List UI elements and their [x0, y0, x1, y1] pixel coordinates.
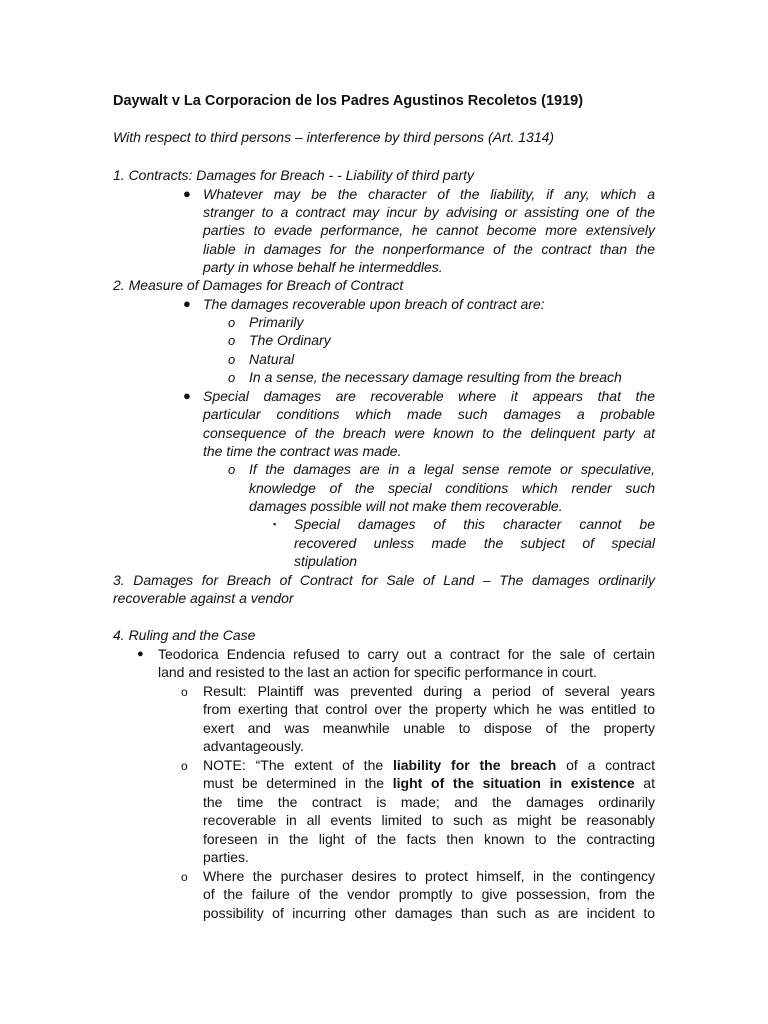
bullet-icon: ● — [183, 296, 191, 311]
text-line: Result: Plaintiff was prevented during a period of several years — [203, 683, 655, 699]
bullet-icon: ● — [183, 186, 191, 201]
section-2-heading: 2. Measure of Damages for Breach of Contract — [113, 277, 404, 293]
circle-bullet-icon: o — [228, 370, 236, 385]
text-line: Teodorica Endencia refused to carry out a contract for the sale of certain — [158, 646, 655, 662]
section-3-heading: 3. Damages for Breach of Contract for Sale of Land – The damages ordinarily — [113, 572, 655, 588]
bullet-icon: ● — [183, 388, 191, 403]
text-line: stranger to a contract may incur by advising or assisting one of the — [203, 204, 655, 220]
page-title: Daywalt v La Corporacion de los Padres Agustinos Recoletos (1919) — [113, 93, 584, 109]
note-line: must be determined in the light of the situation in existence at — [203, 775, 655, 791]
square-bullet-icon: ▪ — [273, 519, 277, 529]
text-line: consequence of the breach were known to the delinquent party at — [203, 425, 655, 441]
section-1-heading: 1. Contracts: Damages for Breach - - Liability of third party — [113, 167, 475, 183]
circle-bullet-icon: o — [181, 870, 188, 884]
text-line: Special damages of this character cannot be — [294, 516, 655, 532]
circle-bullet-icon: o — [228, 315, 236, 330]
section-4-heading: 4. Ruling and the Case — [113, 627, 256, 643]
text-line: party in whose behalf he intermeddles. — [203, 259, 443, 275]
text-line: recoverable in all events limited to such as might be reasonably — [203, 812, 655, 828]
text-line: The damages recoverable upon breach of contract are: — [203, 296, 545, 312]
circle-bullet-icon: o — [228, 352, 236, 367]
text-line: recovered unless made the subject of special — [294, 535, 655, 551]
text-line: damages possible will not make them recoverable. — [249, 498, 563, 514]
text-line: Where the purchaser desires to protect himself, in the contingency — [203, 868, 655, 884]
text-line: particular conditions which made such damages a probable — [203, 406, 655, 422]
list-item: Primarily — [249, 314, 304, 330]
text-line: of the failure of the vendor promptly to give possession, from the — [203, 886, 655, 902]
text-line: the time the contract was made. — [203, 443, 402, 459]
text-line: Special damages are recoverable where it appears that the — [203, 388, 655, 404]
circle-bullet-icon: o — [228, 462, 236, 477]
text-line: foreseen in the light of the facts then known to the contracting — [203, 831, 655, 847]
text-line: recoverable against a vendor — [113, 590, 294, 606]
circle-bullet-icon: o — [181, 685, 188, 699]
bullet-icon: ● — [137, 648, 144, 660]
text-line: possibility of incurring other damages than such as are incident to — [203, 905, 655, 921]
text-line: liable in damages for the nonperformance of the contract than the — [203, 241, 655, 257]
text-line: the time the contract is made; and the damages ordinarily — [203, 794, 655, 810]
text-line: If the damages are in a legal sense remote or speculative, — [249, 461, 655, 477]
text-line: parties to evade performance, he cannot become more extensively — [203, 222, 655, 238]
text-line: parties. — [203, 849, 249, 865]
list-item: In a sense, the necessary damage resulting from the breach — [249, 369, 622, 385]
text-line: knowledge of the special conditions which render such — [249, 480, 655, 496]
text-line: advantageously. — [203, 738, 304, 754]
circle-bullet-icon: o — [181, 759, 188, 773]
list-item: Natural — [249, 351, 295, 367]
text-line: Whatever may be the character of the liability, if any, which a — [203, 186, 655, 202]
text-line: exert and was meanwhile unable to dispose of the property — [203, 720, 655, 736]
text-line: land and resisted to the last an action for specific performance in court. — [158, 664, 597, 680]
text-line: from exerting that control over the property which he was entitled to — [203, 701, 655, 717]
list-item: The Ordinary — [249, 332, 331, 348]
note-line: NOTE: “The extent of the liability for the breach of a contract — [203, 757, 655, 773]
subtitle: With respect to third persons – interference by third persons (Art. 1314) — [113, 129, 555, 145]
text-line: stipulation — [294, 553, 358, 569]
circle-bullet-icon: o — [228, 333, 236, 348]
